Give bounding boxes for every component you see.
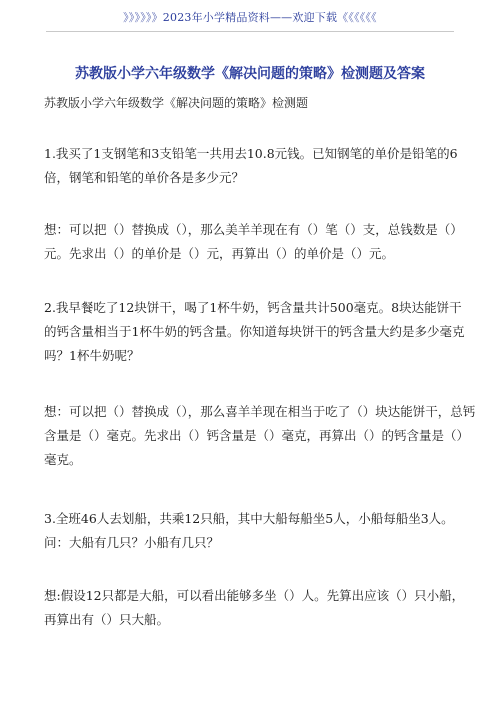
hint-2 [44, 400, 476, 472]
hint-2-line: 含量是（）毫克。先求出（）钙含量是（）毫克，再算出（）的钙含量是（） [44, 428, 470, 443]
hint-1 [44, 218, 464, 266]
hint-3-line: 再算出有（）只大船。 [44, 612, 170, 627]
question-3-line: 3.全班46人去划船，共乘12只船，其中大船每船坐5人，小船每船坐3人。 [44, 511, 454, 526]
hint-1-line: 元。先求出（）的单价是（）元，再算出（）的单价是（）元。 [44, 246, 395, 261]
header-divider [46, 31, 454, 32]
question-1-line: 1.我买了1支钢笔和3支铅笔一共用去10.8元钱。已知钢笔的单价是铅笔的6 [44, 146, 458, 161]
hint-3 [44, 584, 464, 632]
question-2-line: 的钙含量相当于1杯牛奶的钙含量。你知道每块饼干的钙含量大约是多少毫克 [44, 324, 465, 339]
document-subtitle: 苏教版小学六年级数学《解决问题的策略》检测题 [44, 96, 309, 110]
question-1-line: 倍，钢笔和铅笔的单价各是多少元？ [44, 170, 245, 185]
question-3 [44, 507, 464, 555]
hint-2-line: 毫克。 [44, 452, 82, 467]
question-3-line: 问：大船有几只？小船有几只？ [44, 535, 220, 550]
question-2-line: 2.我早餐吃了12块饼干，喝了1杯牛奶，钙含量共计500毫克。8块达能饼干 [44, 300, 462, 315]
document-title: 苏教版小学六年级数学《解决问题的策略》检测题及答案 [75, 66, 425, 82]
header-banner: 》》》》》》2023年小学精品资料——欢迎下载《《《《《《 [123, 11, 377, 24]
hint-2-line: 想：可以把（）替换成（），那么喜羊羊现在相当于吃了（）块达能饼干，总钙 [44, 404, 476, 419]
question-1 [44, 142, 464, 190]
hint-1-line: 想：可以把（）替换成（），那么美羊羊现在有（）笔（）支，总钱数是（） [44, 222, 463, 237]
hint-3-line: 想:假设12只都是大船，可以看出能够多坐（）人。先算出应该（）只小船， [44, 588, 465, 603]
question-2 [44, 296, 464, 368]
question-2-line: 吗？1杯牛奶呢？ [44, 348, 140, 363]
